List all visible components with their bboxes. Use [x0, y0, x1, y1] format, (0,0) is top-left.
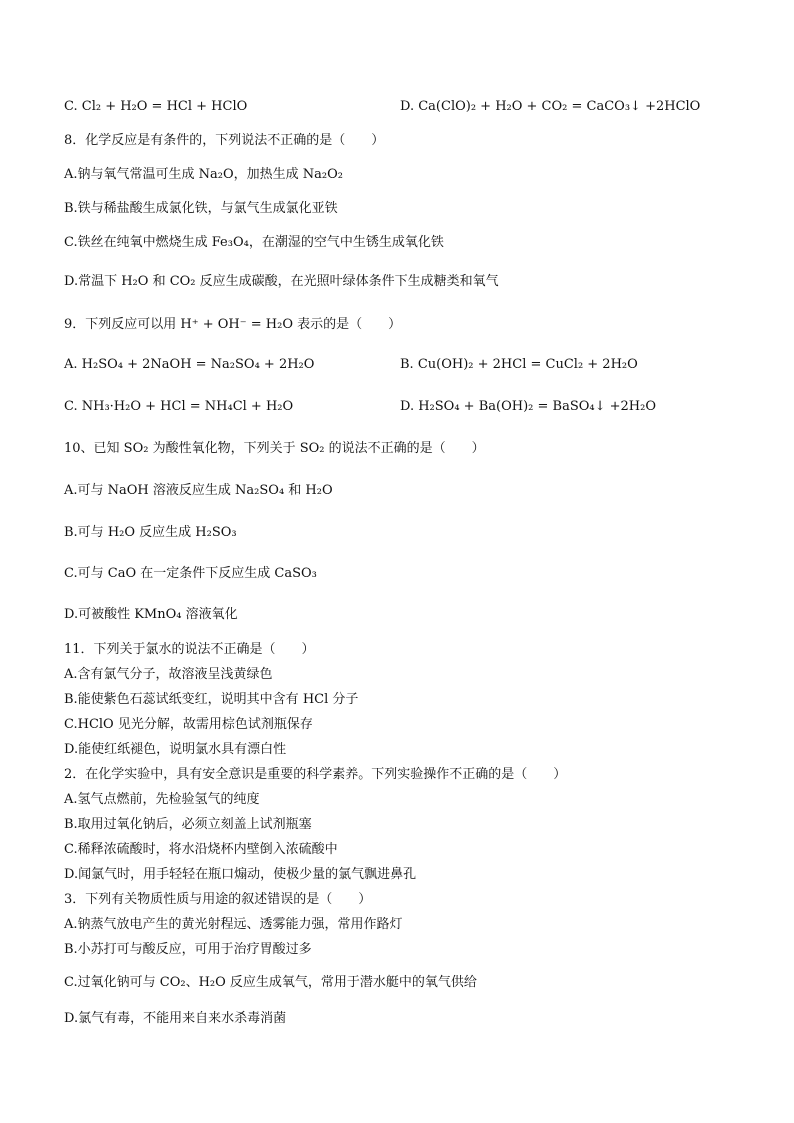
question-9-stem: 9．下列反应可以用 H⁺ + OH⁻ = H₂O 表示的是（ ）: [64, 317, 402, 332]
question-10-option-a: A.可与 NaOH 溶液反应生成 Na₂SO₄ 和 H₂O: [64, 483, 333, 498]
question-8-option-b: B.铁与稀盐酸生成氯化铁，与氯气生成氯化亚铁: [64, 201, 338, 216]
question-11-option-a: A.含有氯气分子，故溶液呈浅黄绿色: [64, 667, 273, 682]
question-11-option-d: D.能使红纸褪色，说明氯水具有漂白性: [64, 742, 287, 757]
question-3-stem: 3．下列有关物质性质与用途的叙述错误的是（ ）: [64, 892, 372, 907]
question-8-option-d: D.常温下 H₂O 和 CO₂ 反应生成碳酸，在光照叶绿体条件下生成糖类和氧气: [64, 274, 499, 289]
question-11-option-c: C.HClO 见光分解，故需用棕色试剂瓶保存: [64, 717, 313, 732]
question-10-option-d: D.可被酸性 KMnO₄ 溶液氧化: [64, 607, 238, 622]
question-7-option-c: C. Cl₂ + H₂O = HCl + HClO: [64, 99, 248, 114]
question-3-option-d: D.氯气有毒，不能用来自来水杀毒消菌: [64, 1011, 287, 1026]
question-2-stem: 2．在化学实验中，具有安全意识是重要的科学素养。下列实验操作不正确的是（ ）: [64, 767, 567, 782]
question-2-option-b: B.取用过氧化钠后，必须立刻盖上试剂瓶塞: [64, 817, 312, 832]
question-10-option-c: C.可与 CaO 在一定条件下反应生成 CaSO₃: [64, 566, 317, 581]
question-2-option-d: D.闻氯气时，用手轻轻在瓶口煽动，使极少量的氯气飘进鼻孔: [64, 867, 417, 882]
question-2-option-c: C.稀释浓硫酸时，将水沿烧杯内壁倒入浓硫酸中: [64, 842, 338, 857]
question-7-option-d: D. Ca(ClO)₂ + H₂O + CO₂ = CaCO₃↓ +2HClO: [400, 99, 701, 114]
question-3-option-a: A.钠蒸气放电产生的黄光射程远、透雾能力强，常用作路灯: [64, 917, 403, 932]
question-11-stem: 11．下列关于氯水的说法不正确是（ ）: [64, 642, 315, 657]
question-3-option-c: C.过氧化钠可与 CO₂、H₂O 反应生成氧气，常用于潜水艇中的氧气供给: [64, 975, 477, 990]
question-8-stem: 8．化学反应是有条件的，下列说法不正确的是（ ）: [64, 133, 385, 148]
question-8-option-c: C.铁丝在纯氧中燃烧生成 Fe₃O₄，在潮湿的空气中生锈生成氧化铁: [64, 235, 444, 250]
question-3-option-b: B.小苏打可与酸反应，可用于治疗胃酸过多: [64, 942, 312, 957]
question-2-option-a: A.氢气点燃前，先检验氢气的纯度: [64, 792, 260, 807]
question-9-option-a: A. H₂SO₄ + 2NaOH = Na₂SO₄ + 2H₂O: [64, 357, 315, 372]
question-9-option-c: C. NH₃·H₂O + HCl = NH₄Cl + H₂O: [64, 399, 294, 414]
question-8-option-a: A.钠与氧气常温可生成 Na₂O，加热生成 Na₂O₂: [64, 167, 343, 182]
question-9-option-d: D. H₂SO₄ + Ba(OH)₂ = BaSO₄↓ +2H₂O: [400, 399, 656, 414]
question-10-option-b: B.可与 H₂O 反应生成 H₂SO₃: [64, 525, 237, 540]
question-11-option-b: B.能使紫色石蕊试纸变红，说明其中含有 HCl 分子: [64, 692, 359, 707]
question-9-option-b: B. Cu(OH)₂ + 2HCl = CuCl₂ + 2H₂O: [400, 357, 638, 372]
question-10-stem: 10、已知 SO₂ 为酸性氧化物，下列关于 SO₂ 的说法不正确的是（ ）: [64, 441, 485, 456]
